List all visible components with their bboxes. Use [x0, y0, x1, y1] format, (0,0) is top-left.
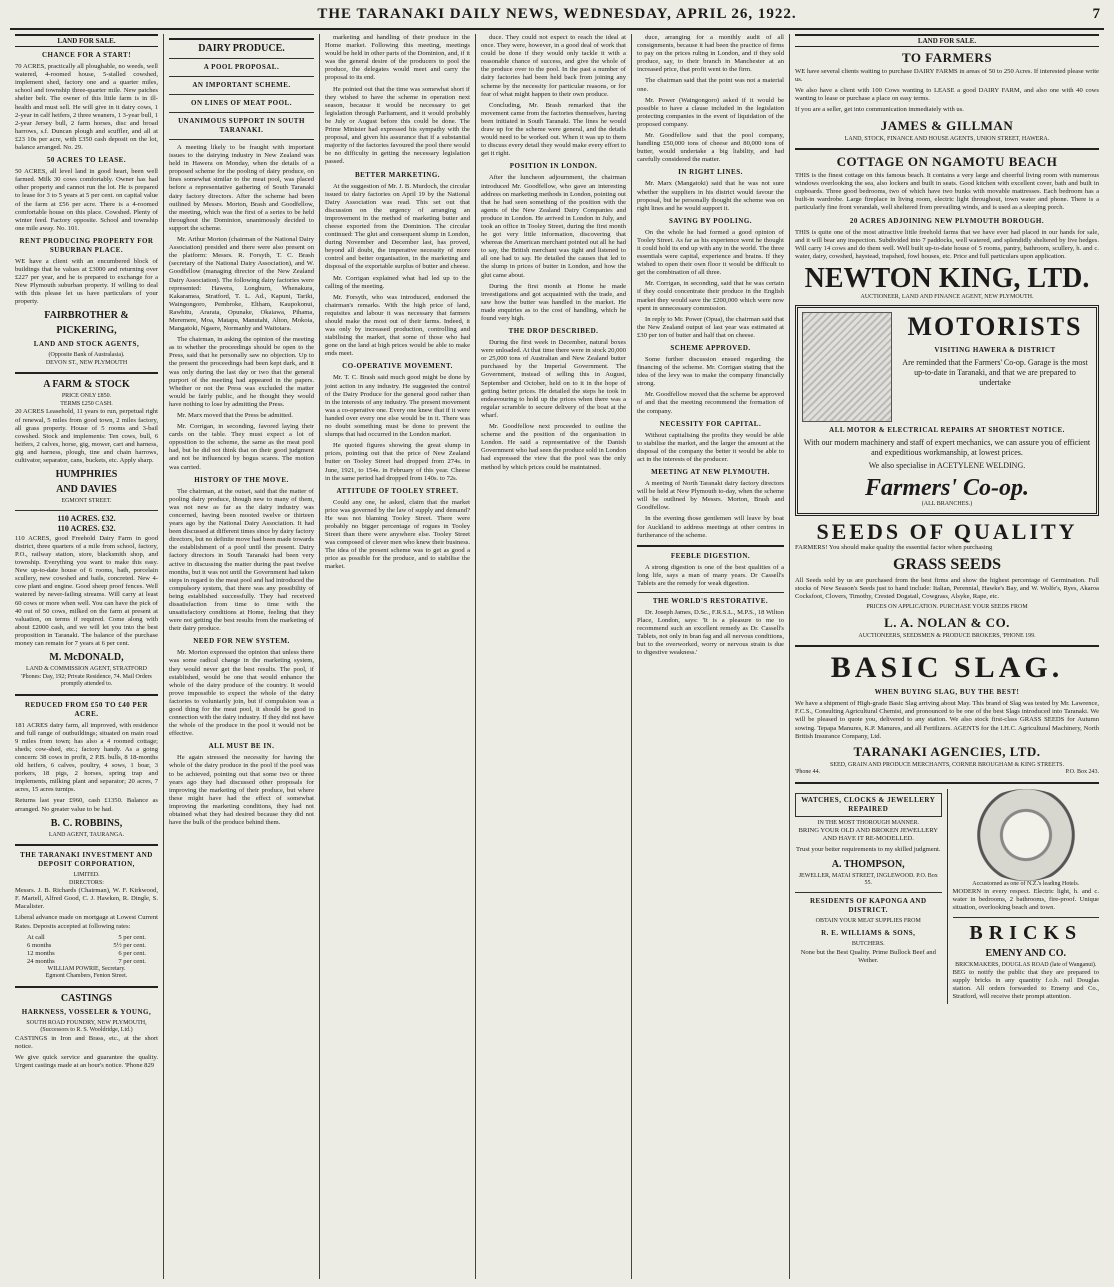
classified-ad: WE have a client with an encumbered block of buildings that he values at £3000 and returning over £227 per year, and he is prepared to exchange for a New Plymouth suburban property. If willing to deal with this please let us have particulars of your property. [15, 257, 158, 306]
article-paragraph: Mr. Corrigan, in seconding, said that he was certain if they could concentrate their produce in the English market they would save the £200,000 which were now spent in unnecessary commission. [637, 280, 784, 312]
divider [15, 844, 158, 846]
ad-heading: CHANCE FOR A START! [41, 51, 132, 60]
rate-row [15, 958, 158, 966]
firm-detail: LAND AND STOCK AGENTS, [33, 340, 140, 349]
rate-value: 5 per cent. [118, 933, 146, 941]
rate-row [15, 942, 158, 950]
article-paragraph: Dr. Joseph James, D.Sc., F.R.S.L., M.P.S., 18 Wilton Place, London, says: 'It is a pleasure to me to recommend such an excellent remedy as Dr. Cassell's Tablets, not only in bran fag and all nervous conditions, but to the overworked, worry or nervous strain is due to digestive weakness.' [637, 608, 784, 657]
article-paragraph: Mr. Corrigan explained what had led up to the calling of the meeting. [325, 274, 470, 290]
firm-detail: AUCTIONEERS, SEEDSMEN & PRODUCE BROKERS, 'PHONE 199. [858, 632, 1036, 639]
article-paragraph: He again stressed the necessity for having the whole of the dairy produce in the pool if the pool was to be achieved, pointing out that some two or three years ago they had discussed other proposals for improving the marketing of their produce, but where these might have had the effect of somewhat improving the marketing conditions, they had not obtained what they had desired because they did not have the bulk of the produce behind them. [169, 754, 314, 827]
firm-detail: EGMONT STREET. [61, 498, 112, 505]
firm-detail: PRICES ON APPLICATION. PURCHASE YOUR SEEDS FROM [866, 604, 1028, 611]
firm-name: TARANAKI AGENCIES, LTD. [853, 743, 1041, 759]
column-ads [790, 34, 1104, 1279]
classified-ad: 70 ACRES, practically all ploughable, no weeds, well watered, 4-roomed house, 5-stalled cowshed, implement shed, factory one and a quarter miles, school and township three-quarter mile. New patches shelter belt. The owner of this little farm is in ill-health and must sell. He will give in it dairy cows, 1 2-year in calf heifers, 2 three weaners, 1 3-year bull, 1 2-year Jersey bull, 2 farm horses, disc and broad harrows, s.f. Duncan plough and scuffler, and all at £23 10s per acre, with £350 cash deposit on the lot, balance arranged. No. 29. [15, 63, 158, 152]
divider [795, 782, 1099, 784]
ad-heading: MOTORISTS [907, 312, 1083, 342]
acres-text: 110 ACRES. £32. [57, 523, 116, 533]
article-subhead: SAVING BY POOLING. [668, 216, 753, 225]
article-subhead: A POOL PROPOSAL. [203, 63, 280, 71]
ad-heading: RESIDENTS OF KAPONGA AND DISTRICT. [809, 896, 927, 914]
firm-detail: DEVON ST., NEW PLYMOUTH [45, 359, 128, 366]
article-subhead: ATTITUDE OF TOOLEY STREET. [336, 486, 459, 495]
article-paragraph: At the suggestion of Mr. J. B. Murdoch, the circular issued to dairy factories on April 19 by the National Dairy Association was read. This set out that discussion on the urgency of arranging an improvement in the method of marketing butter and cheese exported from the Dominion. The circular continued: The glut and consequent slump in London, during November and December last, has proved, beyond all doubt, the imperative necessity of more control and better organisation, in the marketing and disposal of the exportable surplus of butter and cheese. [325, 182, 470, 271]
classified-ad: Trust your better requirements to my skilled judgment. [796, 846, 941, 854]
firm-name: Farmers' Co-op. [864, 475, 1029, 502]
firm-detail: (Opposite Bank of Australasia). [48, 352, 125, 359]
article-paragraph: The chairman said that the point was not a material one. [637, 77, 784, 93]
section-heading: LAND FOR SALE. [795, 34, 1099, 47]
motorists-ad [795, 305, 1099, 516]
article-paragraph: A meeting likely to be fraught with important issues to the dairying industry in New Zealand was held in Hawera on Monday, when the details of a proposed scheme for the pooling of dairy produce, on lines somewhat similar to the meat pool, was placed before a representative gathering of South Taranaki dairy factory directors. After the scheme had been outlined by Messrs. Morton, Brash and Goodfellow, the meeting, which was the first of a series to be held throughout the Dominion, unanimously decided to support the scheme. [169, 144, 314, 232]
article-subhead: NEED FOR NEW SYSTEM. [193, 637, 290, 646]
ad-subheading: WHEN BUYING SLAG, BUY THE BEST! [874, 688, 1020, 697]
article-paragraph: Some further discussion ensued regarding the financing of the scheme. Mr. Corrigan stating that the idea of the levy was to make the company financially strong. [637, 356, 784, 388]
article-paragraph: Mr. Forsyth, who was introduced, endorsed the chairman's remarks. With the high price of land, requisites and labour it was necessary that farmers should make the most out of their farms. Indeed, it was only by increased production, controlling and stabilising the market, that some of those who had gone on the land at high prices would be able to make ends meet. [325, 293, 470, 358]
article-paragraph: Could any one, he asked, claim that the market price was governed by the law of supply and demand? He was not blaming Tooley Street. There were probably no bigger percentage of rogues in Tooley Street than there were anywhere else. Tooley Street was composed of clever men who knew their business. The idea of the present scheme was to get as good a price as possible for the produce, and to stabilise the market. [325, 498, 470, 571]
divider [795, 892, 942, 893]
article-subhead: FEEBLE DIGESTION. [670, 551, 751, 560]
article-headline: DAIRY PRODUCE. [169, 38, 314, 54]
column-1 [10, 34, 164, 1279]
article-paragraph: On the whole he had formed a good opinion of Tooley Street. As far as his experience went he thought it could hold its end up with any in the world. The three essentials were capital, experience and brains. If they wished to open their own floor it would be difficult to get the combination of all three. [637, 228, 784, 277]
article-paragraph: The chairman, at the outset, said that the matter of pooling dairy produce, though new to many of them, was not new as far as the dairy industry was concerned, having been mooted twelve or thirteen years ago by the National Dairy Association. It had been discussed at different times since by dairy factory directors, but no definite move had been made towards the establishment of a pool until the present. Dairy factory directors in South Taranaki had been very active in discussing the matter during the past twelve months, but it was not until the Government had taken steps in regard to the meat pool and had introduced the compulsory system, that there was any possibility of being established successfully. They had received dissatisfaction from time to time with the unsatisfactory conditions at Home, feeling that they were not getting the best results from the marketing of their dairy produce. [169, 487, 314, 633]
firm-name: L. A. NOLAN & CO. [884, 614, 1010, 630]
classified-ad: Liberal advance made on mortgage at Lowest Current Rates. Deposits accepted at following rates: [15, 914, 158, 930]
classified-ad: All Seeds sold by us are purchased from the best firms and show the highest percentage of Germination. Full stocks of New Season's Seeds just to hand include: Italian, Perennial, Hawke's Bay, and W. Wolfe's, Ryes, Akaroa Cocksfoot, Clovers, Timothy, Crested Dogstail, Cowgrass, Alsyke, Rape, etc. [795, 577, 1099, 601]
firm-detail: SOUTH ROAD FOUNDRY, NEW PLYMOUTH, [26, 1019, 147, 1026]
rate-term: 12 months [27, 949, 55, 957]
article-paragraph: Mr. Power (Waingongoro) asked if it would be possible to have a clause included in the legislation protecting companies in the event of liquidation of the proposed company. [637, 96, 784, 128]
section-heading: LAND FOR SALE. [15, 34, 158, 47]
firm-detail: BRICKMAKERS, DOUGLAS ROAD (late of Wanganui). [955, 961, 1097, 968]
price: PRICE ONLY £850. [61, 393, 112, 400]
column-3 [320, 34, 476, 1279]
motorcar-illustration-icon [802, 312, 892, 422]
article-paragraph: He quoted figures showing the great slump in prices, pointing out that the price of New Zealand butter on Tooley Street had dropped from 274s. in June, 1921, to 154s. in February of this year. Cheese in the same period had dropped from 140s. to 72s. [325, 442, 470, 482]
classified-ad: WE have several clients waiting to purchase DAIRY FARMS in areas of 50 to 250 Acres. If interested please write us. [795, 68, 1099, 84]
article-paragraph: Mr. Corrigan, in seconding, favored laying their cards on the table. They must expect a lot of opposition to the scheme, the same as the meat pool had, but he did not think that on their good judgment and not be influenced by bogus scares. The motion was carried. [169, 423, 314, 471]
acres-line [15, 525, 158, 533]
article-paragraph: During the first month at Home he made investigations and got acquainted with the trade, and saw how the butter was handled in the market. He made enquiries as to the cost of handling, which he found very high. [481, 282, 626, 322]
firm-name: FAIRBROTHER & [44, 310, 129, 322]
ad-heading: WATCHES, CLOCKS & JEWELLERY REPAIRED [795, 793, 942, 817]
firm-detail: LAND, STOCK, FINANCE AND HOUSE AGENTS, UNION STREET, HAWERA. [844, 135, 1050, 142]
firm-name: M. McDONALD, [49, 652, 124, 664]
classified-ad: CASTINGS in Iron and Brass, etc., at the short notice. [15, 1034, 158, 1051]
classified-ad: If you are a seller, get into communication immediately with us. [795, 106, 964, 114]
classified-ad: Messrs. J. B. Richards (Chairman), W. F. Kirkwood, F. Martell, Alfred Good, C. J. Hawken, R. Dingle, S. Macalister. [15, 887, 158, 911]
article-paragraph: Mr. Goodfellow next proceeded to outline the scheme and the position of the organisation in London. He said a representative of the Danish Government who had seen the produce sold in London had expressed the view that the pool was the only method by which prices could be maintained. [481, 423, 626, 471]
article-paragraph: Mr. Marx moved that the Press be admitted. [177, 412, 293, 419]
terms: TERMS £250 CASH. [60, 400, 113, 407]
acres-text: 110 ACRES. £32. [57, 513, 116, 523]
ad-heading: REDUCED FROM £50 TO £40 PER ACRE. [24, 700, 149, 718]
rates-table [15, 934, 158, 966]
rate-term: 6 months [27, 941, 52, 949]
motorists-layout [802, 312, 1092, 422]
divider [795, 645, 1099, 647]
divider [169, 112, 314, 113]
ad-heading: GRASS SEEDS [892, 556, 1002, 573]
page-number-right: 7 [1092, 6, 1100, 22]
firm-name: A. THOMPSON, [831, 858, 905, 870]
article-paragraph: During the first week in December, natural boxes were unloaded. At that time there were in stock 20,000 or 25,000 tons of Australian and New Zealand butter purchased by the Imperial Government. The Government, instead of selling this in August, September and October, held on to it in the hope of getting better prices. He detailed the steps he took in endeavouring to hold up the prices when there was a regular scramble to secure delivery of the boat at the wharf. [481, 339, 626, 419]
ad-subheading: OBTAIN YOUR MEAT SUPPLIES FROM [815, 917, 921, 924]
ad-heading: 50 ACRES TO LEASE. [46, 156, 127, 165]
firm-detail: LAND & COMMISSION AGENT, STRATFORD [25, 666, 148, 673]
firm-detail: SEED, GRAIN AND PRODUCE MERCHANTS, CORNER BROUGHAM & KING STREETS. [829, 761, 1065, 768]
article-paragraph: A strong digestion is one of the best qualities of a long life, says a man of many years. Dr Cassell's Tablets are the remedy for weak digestion. [637, 563, 784, 587]
article-subhead: IN RIGHT LINES. [678, 168, 743, 177]
ad-heading: ALL MOTOR & ELECTRICAL REPAIRS AT SHORTEST NOTICE. [829, 426, 1065, 435]
rate-row [15, 950, 158, 958]
classified-ad: THIS is the finest cottage on this famous beach. It contains a very large and cheerful living room with numerous windows overlooking the sea, also lockers and built in seats. Good kitchen with excellent cover, bath and built in cupboards. Three good bedrooms, two of which have two bunks with movable mattresses. Each bedroom has a built-in wardrobe. Large fireplace in living room, electric light throughout, town water and phone. There is a particularly fine front verandah, well sheltered from prevailing winds, and is used as a sleeping porch. [795, 172, 1099, 212]
article-paragraph: Mr. Arthur Morton (chairman of the National Dairy Association) presided and there were also present on the platform: Messrs. R. Forsyth, T. C. Brash (secretary of the National Dairy Association), and W. Goodfellow (managing director of the New Zealand Dairy Association). The following dairy factories were represented: Hawera, Longburn, Whenakura, Kakaramea, Stratford, T. L. Ad., Kapuni, Tariki, Waingongoro, Pembroke, Eltham, Kaupokonui, Rawhitu, Ararata, Opunake, Okaiawa, Pihama, Meremere, Moa, Matapu, Manutahi, Alton, Mokoia, Mangatoki, Ngaere, Normanby and Waitotara. [169, 236, 314, 333]
newspaper-title: THE TARANAKI DAILY NEWS, WEDNESDAY, APRIL 26, 1922. [317, 6, 797, 22]
article-subhead: BETTER MARKETING. [354, 170, 441, 179]
firm-detail: 'Phones: Day, 192; Private Residence, 74. Mail Orders promptly attended to. [21, 673, 152, 688]
firm-name: JAMES & GILLMAN [880, 117, 1014, 133]
article-paragraph: duce, arranging for a monthly audit of all consignments, because it had been the practice of firms to pay on the prices ruling in London, and if they sold produce, say, to their branch in Manchester at an increased price, that profit went to the firm. [637, 34, 784, 74]
masthead [10, 6, 1104, 30]
article-subhead: AN IMPORTANT SCHEME. [192, 81, 291, 89]
ad-heading: COTTAGE ON NGAMOTU BEACH [836, 154, 1058, 170]
article-paragraph: He pointed out that the time was somewhat short if they wished to have the scheme in operation next season, because it would be necessary to get legislation through Parliament, and it would probably be July or August before this could be done. The Prime Minister had expressed his sympathy with the proposal, and given his assurance that if a substantial majority of the factories favoured the pool there would be no difficulty in getting the necessary legislation passed. [325, 85, 470, 166]
firm-name: THE TARANAKI INVESTMENT AND DEPOSIT CORPORATION, [20, 851, 153, 869]
po-box: P.O. Box 243. [1065, 769, 1099, 776]
ad-heading: SEEDS OF QUALITY [816, 518, 1078, 544]
firm-name: EMENY AND CO. [985, 947, 1066, 959]
ad-heading: RENT PRODUCING PROPERTY FOR SUBURBAN PLACE. [19, 236, 154, 254]
firm-detail: LAND AGENT, TAURANGA. [48, 831, 125, 838]
classified-ad: 110 ACRES, good Freehold Dairy Farm in good district, three quarters of a mile from school, factory, P.O., railway station, store, blacksmith shop, and township. Everything you want to make this easy. New up-to-date house of 6 rooms, bath, porcelain scullery, new cowshed and bails, concreted. New 4-cow plant and engine. Good sheep proof fences. Well watered by never-failing streams. Will carry at least 60 cows or more when well. You can have the pick of 40 out of 50 cows, milked on the farm at present at valuation, on terms if required. Come along with about £2000 cash, and we will let you into the best proposition in Taranaki. The balance of the purchase money can remain for 7 years at 6 per cent. [15, 534, 158, 647]
motorists-text [898, 312, 1092, 422]
rate-value: 6 per cent. [118, 949, 146, 957]
firm-name: PICKERING, [56, 325, 117, 337]
classified-ad: We also have a client with 100 Cows wanting to LEASE a good DAIRY FARM, and also one with 40 cows wanting to lease or purchase a place on easy terms. [795, 87, 1099, 103]
classified-ad: We give quick service and guarantee the quality. Urgent castings made at an hour's notice. 'Phone 829 [15, 1054, 158, 1070]
firm-detail: LIMITED. [73, 872, 100, 879]
article-paragraph: Mr. T. C. Brash said much good might be done by joint action in any industry. He suggested the control of the Dairy Produce for the general good rather than in the interests of any industry. The present movement was a co-operative one. Every one knew that if it were handed over every one else would be in it. There was no doubt something must be done to prevent the slumps that had occurred in the London market. [325, 374, 470, 439]
hotel-bricks-ad [948, 789, 1100, 1005]
classified-ad: We also specialise in ACETYLENE WELDING. [868, 461, 1026, 471]
classified-ad: THIS is quite one of the most attractive little freehold farms that we have ever had placed in our hands for sale, and it will bear any inspection. Subdivided into 7 paddocks, well watered, and splendidly sheltered by live hedges. Will carry 14 cows and do them well. Well built up-to-date house of 5 rooms, pantry, bathroom, scullery, h. and c. water, dairy, cowshed, haystead, trapshed, fowl houses, etc. Price and full particulars upon application. [795, 228, 1099, 260]
firm-detail: AUCTIONEER, LAND AND FINANCE AGENT, NEW PLYMOUTH. [860, 293, 1034, 300]
firm-detail: DIRECTORS: [69, 879, 104, 886]
caption: Accustomed as one of N.Z.'s leading Hotels. [972, 880, 1080, 887]
article-paragraph: Mr. Goodfellow moved that the scheme be approved of and that the meeting recommend the formation of the company. [637, 391, 784, 415]
contact-line [795, 769, 1099, 777]
ad-heading: BASIC SLAG. [830, 651, 1064, 685]
article-paragraph: In reply to Mr. Power (Opua), the chairman said that the New Zealand output of last year was estimated at £30 per ton of butter and half that on cheese. [637, 315, 784, 339]
divider [637, 592, 784, 593]
article-subhead: CO-OPERATIVE MOVEMENT. [342, 362, 453, 371]
divider [169, 58, 314, 59]
classified-ad: None but the Best Quality. Prime Bullock Beef and Wether. [800, 948, 936, 964]
classified-ad: BEG to notify the public that they are prepared to supply bricks in any quantity f.o.b. rail Douglas station. All orders forwarded to Emeny and Co., Stratford, will receive their prompt attention. [952, 969, 1099, 1001]
firm-name: NEWTON KING, LTD. [804, 262, 1090, 294]
ad-heading: TO FARMERS [901, 50, 993, 66]
article-subhead: ON LINES OF MEAT POOL. [191, 99, 292, 107]
article-paragraph: Concluding, Mr. Brash remarked that the movement came from the factories themselves, having been initiated in South Taranaki. The lines he would draw up for the scheme were general, and the details would need to be worked out. When it was up to them to discuss every detail they would make every effort to get it right. [481, 101, 626, 158]
firm-detail: (Successors to R. S. Wooldridge, Ltd.) [40, 1027, 133, 1034]
article-paragraph: After the luncheon adjournment, the chairman introduced Mr. Goodfellow, who gave an interesting address on marketing methods in London, pointing out that he had seen something of the position with the agents of the New Zealand Dairy Companies and produce in London. He arrived in London in July, and took an office in Tooley Street, during the first month he got very little information, discovering that whereas the American merchant pointed out all he had to say, the British merchant was tight and listened to all one had to say. He detailed the causes that led to the slump in prices of butter in London, and how the glut came about. [481, 174, 626, 279]
article-paragraph: In the evening those gentlemen will leave by boat for Auckland to address meetings at other centres in furtherance of the scheme. [637, 515, 784, 539]
article-subhead: SCHEME APPROVED. [670, 344, 751, 352]
divider [15, 510, 158, 511]
watch-ad [795, 789, 948, 1005]
article-subhead: THE DROP DESCRIBED. [508, 327, 599, 336]
divider [15, 986, 158, 988]
acres-line [15, 515, 158, 523]
columns [10, 34, 1104, 1279]
firm-name: AND DAVIES [56, 484, 117, 496]
rate-row [15, 934, 158, 942]
phone: 'Phone 44. [795, 769, 821, 776]
divider [169, 76, 314, 77]
classified-ad: MODERN in every respect. Electric light, h. and c. water in bedrooms, 2 bathrooms, fire-proof. Unique situation, overlooking beach and town. [952, 888, 1099, 912]
bottom-ads [795, 789, 1099, 1005]
divider [637, 545, 784, 547]
divider [15, 372, 158, 374]
divider [795, 148, 1099, 150]
classified-ad: 50 ACRES, all level land in good heart, been well farmed. Milk 30 cows comfortably. Owner has had other property and cannot run the lot. He is prepared to lease for 3 to 5 years at 5 per cent. on capital value of the farm at £56 per acre. There is a 4-roomed comfortable house on this place. Cowshed. Plenty of winter feed. Factory opposite. School and township one mile away. No. 101. [15, 168, 158, 232]
classified-ad: 20 ACRES Leasehold, 11 years to run, perpetual right of renewal, 5 miles from good town, 2 miles factory, all grass property. House of 5 rooms and 3-bail cowshed. Stock and implements: Ten cows, bull, 6 heifers, 2 calves, horse, gig, mower, cart and harness, gig and harness, plough, tine and chain harrows, cultivator, separator, cans, buckets, etc. Apply sharp. [15, 408, 158, 464]
classified-ad: With our modern machinery and staff of expert mechanics, we can assure you of efficient and expeditious workmanship, at lowest prices. [803, 438, 1091, 458]
rate-value: 7 per cent. [118, 957, 146, 965]
firm-name: HARKNESS, VOSSELER & YOUNG, [21, 1007, 152, 1016]
article-subhead: POSITION IN LONDON. [509, 162, 598, 171]
article-subhead: MEETING AT NEW PLYMOUTH. [651, 468, 770, 477]
ad-heading: CASTINGS [60, 992, 113, 1004]
firm-name: B. C. ROBBINS, [50, 817, 123, 829]
classified-ad: Returns last year £960, cash £1350. Balance as arranged. No greater value to be had. [15, 797, 158, 813]
article-paragraph: A meeting of North Taranaki dairy factory directors will be held at New Plymouth to-day, when the scheme will be outlined by Messrs. Morton, Brash and Goodfellow. [637, 480, 784, 512]
classified-ad: We have a shipment of High-grade Basic Slag arriving about May. This brand of Slag was tested by Mr. Lawrence, F.C.S., Consulting Agricultural Chemist, and pronounced to be one of the best Slags introduced into Taranaki. We will be pleased to quote you, delivered to any station. We also stock first-class GRASS SEEDS for Autumn sowing. Tepapa Manures, K.P. Manures, and all Fertilizers. AGENTS for the I.H.C. Agricultural Machinery, North British Insurance Company, Ltd. [795, 700, 1099, 740]
divider [169, 139, 314, 140]
rate-term: 24 months [27, 957, 55, 965]
article-paragraph: Mr. Goodfellow said that the pool company, handling £50,000 tons of cheese and 80,000 tons of butter, would undertake a big liability, and had carefully considered the matter. [637, 132, 784, 164]
divider [15, 694, 158, 696]
ad-heading: 20 ACRES ADJOINING NEW PLYMOUTH BOROUGH. [849, 216, 1045, 225]
ad-subheading: IN THE MOST THOROUGH MANNER. [817, 819, 919, 826]
article-subhead: UNANIMOUS SUPPORT IN SOUTH TARANAKI. [178, 117, 305, 134]
firm-detail: BUTCHERS. [851, 941, 885, 948]
divider [169, 94, 314, 95]
divider [953, 917, 1100, 918]
article-subhead: HISTORY OF THE MOVE. [194, 475, 289, 484]
article-paragraph: Without capitalising the profits they would be able to stabilise the market, and the larger the amount at the disposal of the company the better it would be able to act in the interests of the producer. [637, 431, 784, 463]
ad-subheading: VISITING HAWERA & DISTRICT [934, 346, 1056, 355]
column-5 [632, 34, 790, 1279]
firm-detail: JEWELLER, MATAI STREET, INGLEWOOD. P.O. Box 55. [798, 872, 938, 887]
hotel-illustration-icon [966, 789, 1086, 881]
article-paragraph: Mr. Morton expressed the opinion that unless there was some radical change in the marketing system, they would never get the best results. The pool, if established, would be one that would enhance the whole of the dairy produce of the country. It would prove impossible to expect the whole of the dairy factories to voluntarily join, but if compulsion was a good thing for the meat pool, it should be good in connection with the dairy industry. If they did not have the whole of the produce in the pool it would not be effective. [169, 649, 314, 738]
article-paragraph: The chairman, in asking the opinion of the meeting as to whether the proceedings should be open to the Press, said that he personally saw no objection. Up to the present the proceedings had been kept dark, and it was only during the last day or two that the general purport of the meeting had appeared in the papers. Whether or not the Press was excluded the matter would be fairly public, and he thought they would have nothing to lose by admitting the Press. [169, 336, 314, 408]
article-subhead: THE WORLD'S RESTORATIVE. [652, 596, 769, 605]
classified-ad: Are reminded that the Farmers' Co-op. Garage is the most up-to-date in Taranaki, and that we are prepared to undertake [902, 358, 1088, 388]
ad-heading: BRICKS [969, 921, 1083, 944]
column-2 [164, 34, 320, 1279]
firm-name: HUMPHRIES [55, 469, 118, 481]
firm-detail: Egmont Chambers, Fenton Street. [45, 973, 128, 980]
firm-name: R. E. WILLIAMS & SONS, [821, 929, 916, 938]
firm-detail: (ALL BRANCHES.) [921, 501, 973, 508]
article-subhead: NECESSITY FOR CAPITAL. [659, 419, 762, 428]
rate-term: At call [27, 933, 45, 941]
article-paragraph: duce. They could not expect to reach the ideal at once. They were, however, in a good deal of work that could be done if they would only tackle it with a reasonable chance of success, and give the whole of the produce over to the pool. In the past a number of dairy factories had been held back from joining any scheme by the necessity for particular reasons, or for fear of what might happen to their own produce. [481, 34, 626, 98]
article-subhead: ALL MUST BE IN. [208, 742, 275, 751]
classified-ad: 181 ACRES dairy farm, all improved, with residence and full range of outbuildings; situated on main road 9 miles from town; has also a 4 roomed cottage; sheds; cow-shed, etc.; factory handy. As a going concern: 38 cows in profit, 2 P.B. bulls, 8 18-months old heifers, 6 calves, poultry, 4 sows, 1 boar, 3 porkers, 18 pigs, 2 horses, spring trap and implements, milking plant and separator; 20 acres, 7 acres, 15 acres turnips. [15, 721, 158, 794]
classified-ad: FARMERS! You should make quality the essential factor when purchasing [795, 543, 993, 551]
article-paragraph: marketing and handling of their produce in the Home market. Following this meeting, meetings would be held in other parts of the Dominion, and, if it was the general desire of the producers to pool the produce, the delegates would meet and carry the proposal to its end. [325, 34, 470, 82]
column-4 [476, 34, 632, 1279]
ad-heading: A FARM & STOCK [43, 379, 130, 391]
rate-value: 5½ per cent. [113, 941, 146, 949]
article-paragraph: Mr. Marx (Mangatoki) said that he was not sure whether the suppliers in his district would favour the proposal, but he personally thought the scheme was on right lines and he would support it. [637, 180, 784, 212]
firm-detail: WILLIAM POWRIE, Secretary. [47, 965, 126, 972]
classified-ad: BRING YOUR OLD AND BROKEN JEWELLERY AND HAVE IT RE-MODELLED. [798, 827, 938, 843]
